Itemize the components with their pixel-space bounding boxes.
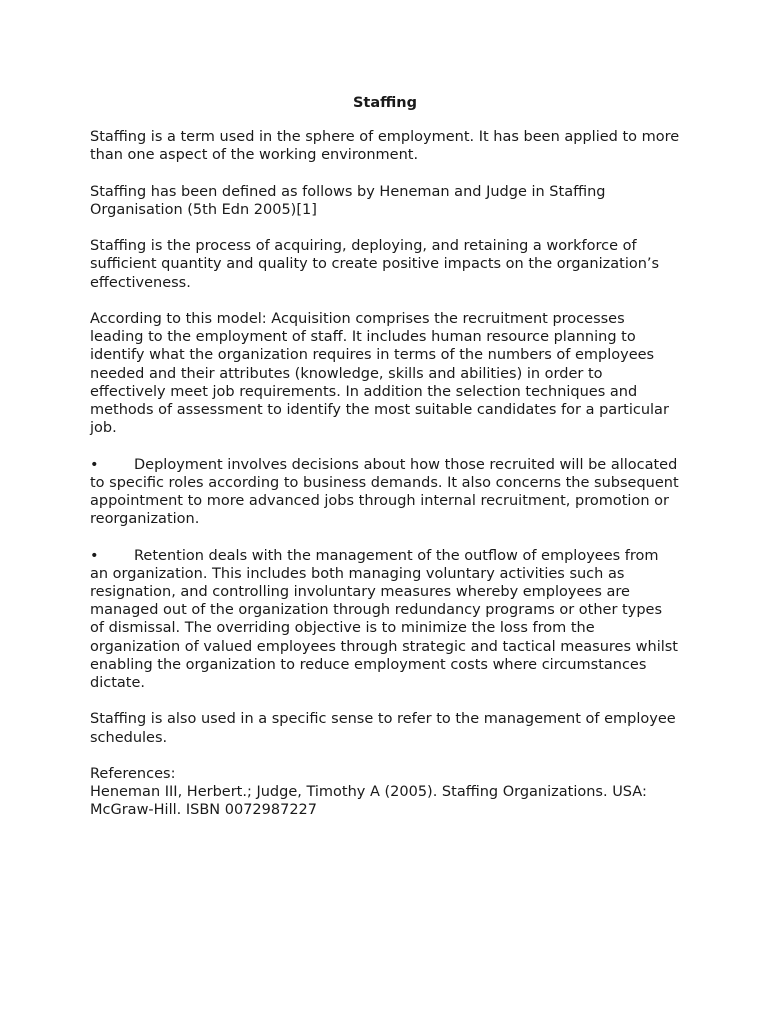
bullet-deployment-text: Deployment involves decisions about how those recruited will be allocated to specific roles according to business demands. It also concerns the subsequent appointment to more advanced jobs through internal recruitment, promotion or reorganization.	[90, 456, 679, 528]
bullet-retention-text: Retention deals with the management of the outflow of employees from an organization. This includes both managing voluntary activities such as resignation, and controlling involuntary measures whereby employees are managed out of the organization through redundancy programs or other types of dismissal. The overriding objective is to minimize the loss from the organization of valued employees through strategic and tactical measures whilst enabling the organization to reduce employment costs where circumstances dictate.	[90, 547, 678, 692]
bullet-icon: •	[90, 456, 99, 473]
reference-entry: Heneman III, Herbert.; Judge, Timothy A (2005). Staffing Organizations. USA: McGraw-Hill. ISBN 0072987227	[90, 784, 647, 819]
bullet-retention	[90, 547, 680, 693]
paragraph-intro: Staffing is a term used in the sphere of employment. It has been applied to more than one aspect of the working environment.	[90, 129, 680, 164]
document-body	[90, 94, 680, 820]
paragraph-acquisition: According to this model: Acquisition comprises the recruitment processes leading to the employment of staff. It includes human resource planning to identify what the organization requires in terms of the numbers of employees needed and their attributes (knowledge, skills and abilities) in order to effectively meet job requirements. In addition the selection techniques and methods of assessment to identify the most suitable candidates for a particular job.	[90, 310, 669, 437]
paragraph-definition-source: Staffing has been defined as follows by Heneman and Judge in Staffing Organisation (5th Edn 2005)[1]	[90, 183, 606, 218]
references-heading: References:	[90, 766, 176, 782]
document-title: Staffing	[352, 95, 418, 111]
paragraph-schedules: Staffing is also used in a specific sense to refer to the management of employee schedules.	[90, 711, 676, 746]
bullet-deployment	[90, 456, 680, 529]
bullet-icon: •	[90, 547, 99, 564]
references-section	[90, 765, 680, 820]
paragraph-definition: Staffing is the process of acquiring, deploying, and retaining a workforce of sufficient quantity and quality to create positive impacts on the organization’s effectiveness.	[90, 238, 660, 291]
